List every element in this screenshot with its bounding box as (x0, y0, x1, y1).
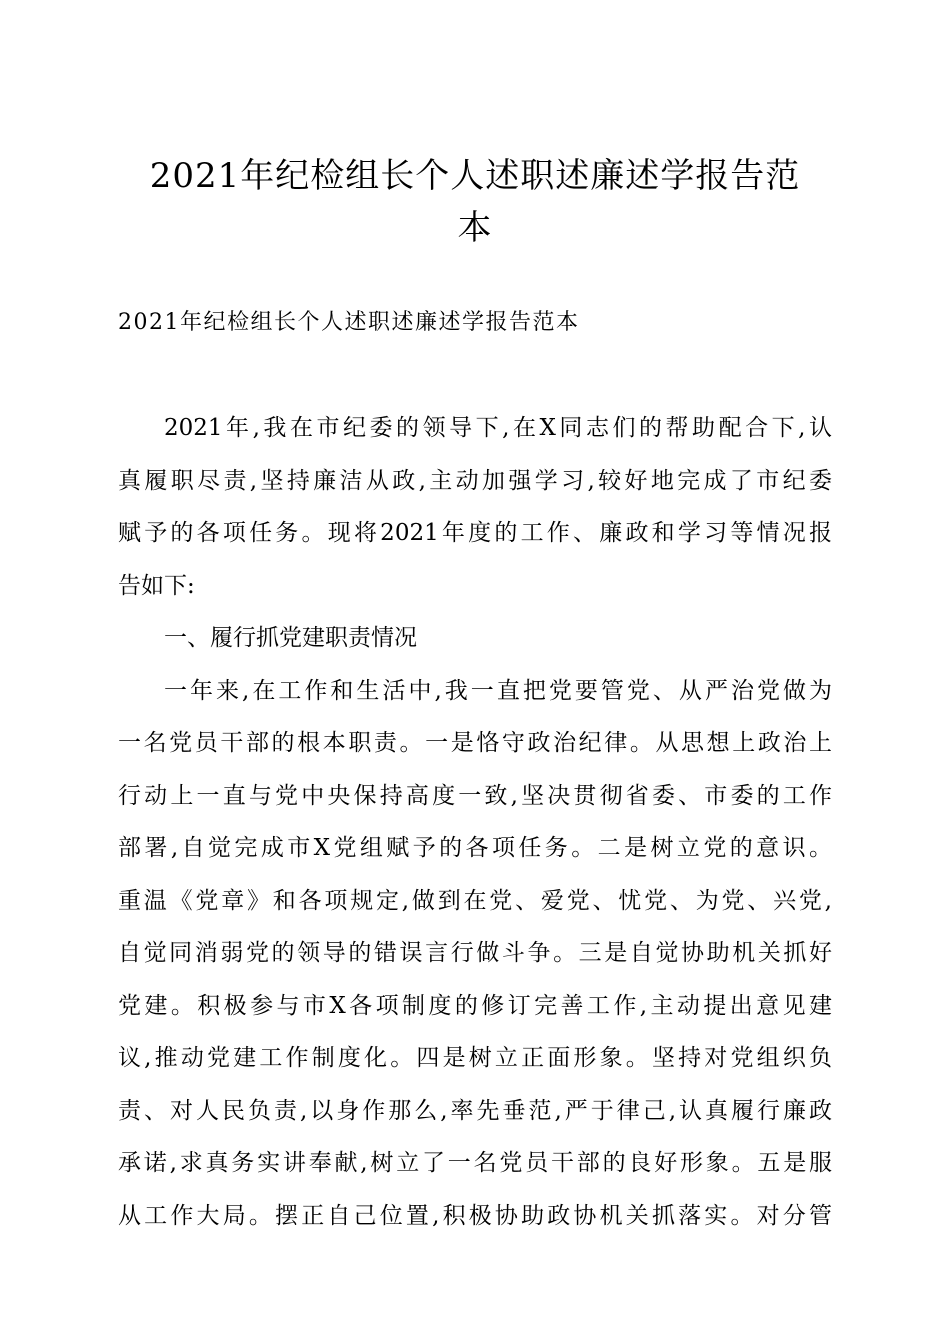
body-line: 责、对人民负责,以身作那么,率先垂范,严于律己,认真履行廉政 (118, 1097, 832, 1124)
body-line: 真履职尽责,坚持廉洁从政,主动加强学习,较好地完成了市纪委 (118, 467, 832, 494)
body-line: 赋予的各项任务。现将2021年度的工作、廉政和学习等情况报 (118, 520, 832, 546)
body-line: 告如下: (118, 572, 195, 599)
body-line: 部署,自觉完成市X党组赋予的各项任务。二是树立党的意识。 (118, 835, 832, 861)
body-line: 自觉同消弱党的领导的错误言行做斗争。三是自觉协助机关抓好 (118, 940, 832, 966)
body-line: 2021年,我在市纪委的领导下,在X同志们的帮助配合下,认 (164, 415, 832, 441)
document-subtitle: 2021年纪检组长个人述职述廉述学报告范本 (118, 310, 580, 335)
body-line: 议,推动党建工作制度化。四是树立正面形象。坚持对党组织负 (118, 1045, 832, 1071)
body-line: 一年来,在工作和生活中,我一直把党要管党、从严治党做为 (164, 677, 832, 704)
body-line: 承诺,求真务实讲奉献,树立了一名党员干部的良好形象。五是服 (118, 1150, 832, 1176)
body-line: 党建。积极参与市X各项制度的修订完善工作,主动提出意见建 (118, 992, 832, 1019)
title-line-2: 本 (457, 208, 493, 248)
document-body (118, 402, 832, 1242)
body-line: 一、履行抓党建职责情况 (164, 625, 417, 651)
body-line: 重温《党章》和各项规定,做到在党、爱党、忧党、为党、兴党, (118, 887, 832, 914)
title-line-1: 2021年纪检组长个人述职述廉述学报告范 (149, 156, 801, 196)
body-line: 从工作大局。摆正自己位置,积极协助政协机关抓落实。对分管 (118, 1202, 832, 1229)
document-title (118, 150, 832, 254)
body-line: 一名党员干部的根本职责。一是恪守政治纪律。从思想上政治上 (118, 730, 832, 756)
body-line: 行动上一直与党中央保持高度一致,坚决贯彻省委、市委的工作 (118, 782, 832, 809)
